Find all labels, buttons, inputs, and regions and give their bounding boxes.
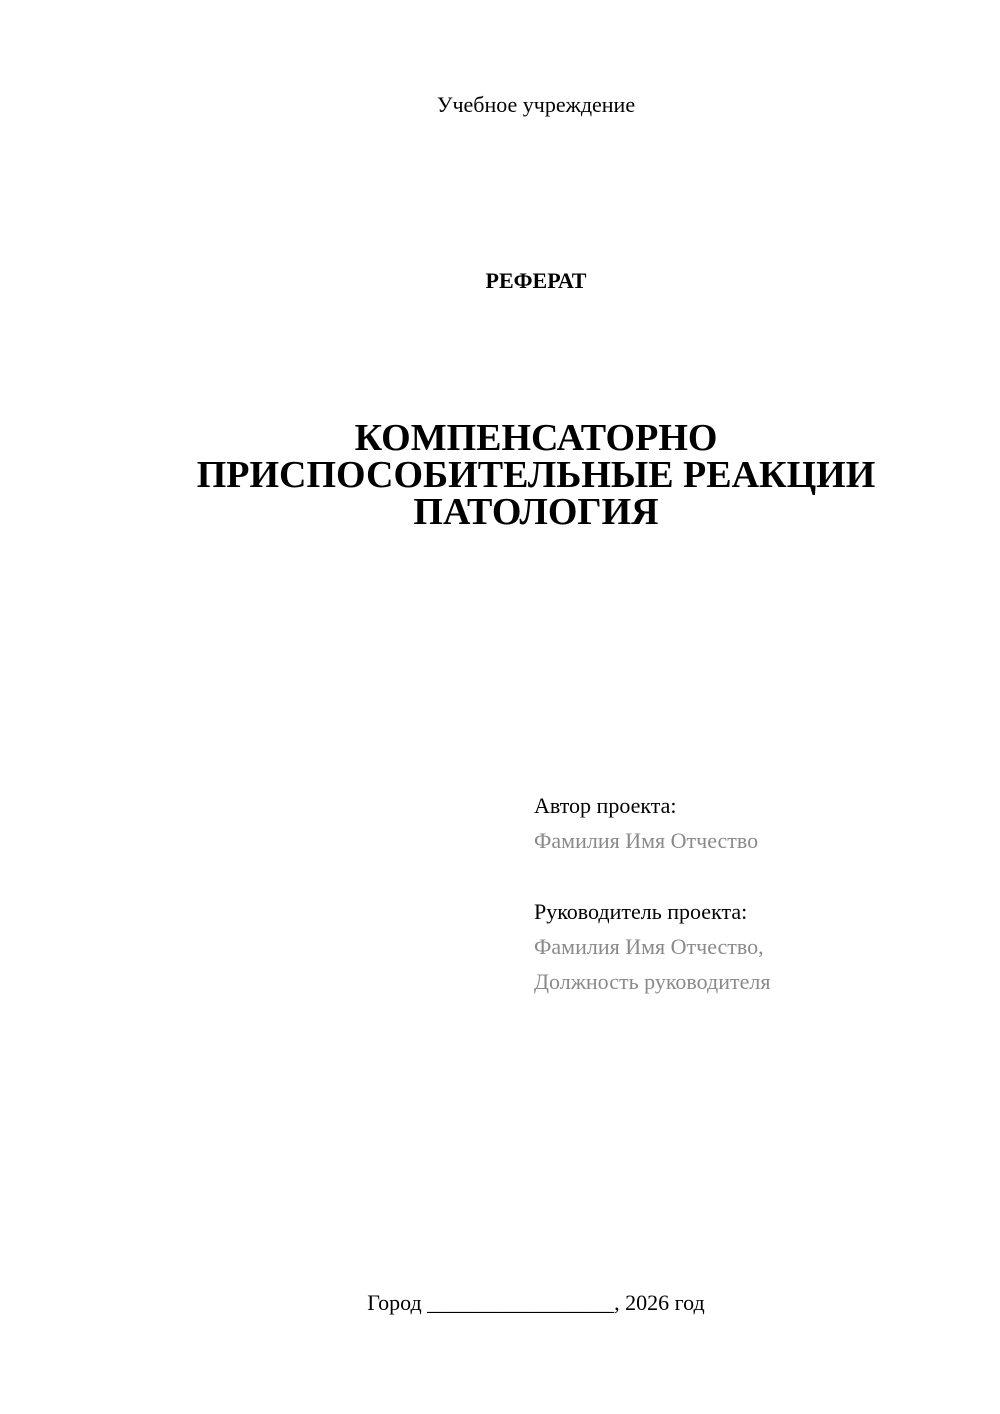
title-line: ПРИСПОСОБИТЕЛЬНЫЕ РЕАКЦИИ xyxy=(196,454,876,496)
author-label: Автор проекта: xyxy=(534,793,677,818)
spacer xyxy=(534,858,770,894)
supervisor-name: Фамилия Имя Отчество, xyxy=(534,934,764,959)
title-line: КОМПЕНСАТОРНО xyxy=(354,417,718,459)
document-type: РЕФЕРАТ xyxy=(485,268,587,293)
supervisor-position: Должность руководителя xyxy=(534,969,771,994)
supervisor-label: Руководитель проекта: xyxy=(534,899,748,924)
title-line: ПАТОЛОГИЯ xyxy=(413,491,659,533)
institution-name: Учебное учреждение xyxy=(436,92,636,117)
city-year-footer: Город _________________, 2026 год xyxy=(367,1290,705,1315)
author-name: Фамилия Имя Отчество xyxy=(534,828,759,853)
page-title xyxy=(0,417,1000,533)
credits-block xyxy=(534,788,770,999)
